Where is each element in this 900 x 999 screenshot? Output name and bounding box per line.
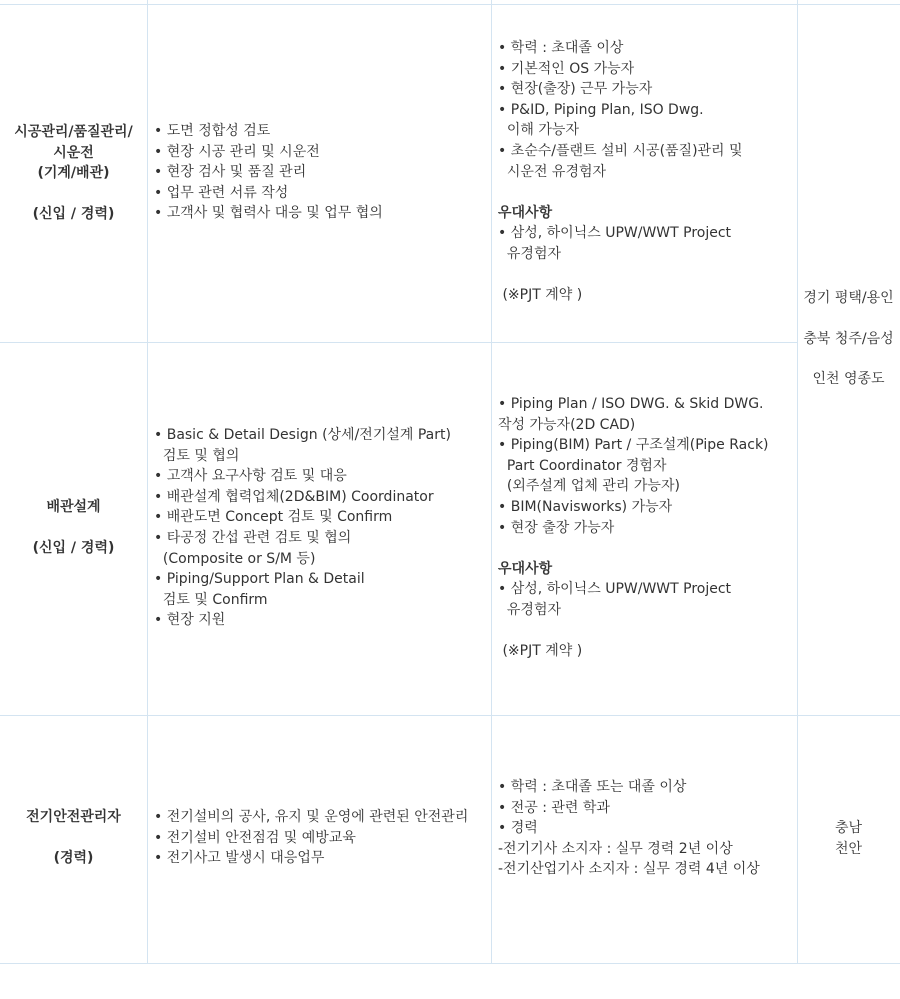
list-item: • 전공 : 관련 학과: [498, 799, 610, 816]
list-item: 유경험자: [498, 601, 561, 618]
list-item: • 삼성, 하이닉스 UPW/WWT Project: [498, 225, 732, 242]
duties-electrical-safety: [154, 807, 468, 869]
list-item: Part Coordinator 경험자: [498, 457, 667, 474]
location-line: 천안: [834, 840, 863, 857]
list-item: (Composite or S/M 등): [154, 550, 316, 567]
list-item: • 고객사 및 협력사 대응 및 업무 협의: [154, 205, 383, 222]
job-title-line: 전기안전관리자: [26, 809, 121, 825]
location-line: 충남: [834, 820, 863, 836]
duties-construction: [154, 121, 383, 224]
list-item: • BIM(Navisworks) 가능자: [498, 498, 673, 515]
list-item: • 현장 지원: [154, 612, 226, 629]
list-item: • 기본적인 OS 가능자: [498, 60, 635, 77]
list-item: • Piping Plan / ISO DWG. & Skid DWG.: [498, 396, 764, 412]
duties-piping-design: [154, 425, 451, 631]
list-item: • Piping(BIM) Part / 구조설계(Pipe Rack): [498, 437, 769, 454]
location-line: 충북 청주/음성: [803, 330, 894, 347]
list-item: -전기기사 소지자 : 실무 경력 2년 이상: [498, 840, 733, 857]
list-item: • 전기설비 안전점검 및 예방교육: [154, 829, 356, 846]
preferred-heading: 우대사항: [498, 204, 553, 221]
list-item: • 학력 : 초대졸 이상: [498, 40, 624, 56]
table-border-top: [0, 4, 900, 5]
list-item: • 학력 : 초대졸 또는 대졸 이상: [498, 779, 687, 795]
list-item: • 삼성, 하이닉스 UPW/WWT Project: [498, 581, 732, 598]
list-item: • 경력: [498, 820, 538, 837]
list-item: -전기산업기사 소지자 : 실무 경력 4년 이상: [498, 861, 760, 878]
job-title-line: 배관설계: [46, 499, 101, 515]
list-item: • 배관설계 협력업체(2D&BIM) Coordinator: [154, 488, 434, 505]
list-item: 작성 가능자(2D CAD): [498, 416, 636, 433]
list-item: • 현장 시공 관리 및 시운전: [154, 143, 320, 160]
row-divider-2: [0, 715, 900, 716]
list-item: • 고객사 요구사항 검토 및 대응: [154, 468, 347, 485]
contract-note: (※PJT 계약 ): [498, 287, 583, 304]
list-item: • 배관도면 Concept 검토 및 Confirm: [154, 509, 393, 526]
work-location-shared: [797, 288, 900, 390]
requirements-construction: [498, 38, 743, 306]
col-divider-2: [491, 0, 492, 964]
location-line: 경기 평택/용인: [803, 290, 894, 306]
list-item: • 타공정 간섭 관련 검토 및 협의: [154, 529, 352, 546]
list-item: 시운전 유경험자: [498, 163, 607, 180]
job-title-piping-design: [0, 497, 147, 559]
list-item: (외주설계 업체 관리 가능자): [498, 478, 680, 495]
list-item: • Piping/Support Plan & Detail: [154, 571, 365, 588]
list-item: 유경험자: [498, 245, 561, 262]
list-item: • 전기사고 발생시 대응업무: [154, 850, 325, 867]
list-item: • 현장(출장) 근무 가능자: [498, 81, 653, 98]
job-title-electrical-safety: [0, 807, 147, 869]
list-item: • P&ID, Piping Plan, ISO Dwg.: [498, 101, 704, 118]
job-type: (경력): [53, 850, 94, 867]
requirements-piping-design: [498, 394, 769, 662]
job-title-line: 시운전: [53, 144, 94, 161]
list-item: • 현장 출장 가능자: [498, 519, 615, 536]
job-title-construction: [0, 122, 147, 225]
preferred-heading: 우대사항: [498, 560, 553, 577]
table-border-bottom: [0, 963, 900, 964]
list-item: • 전기설비의 공사, 유지 및 운영에 관련된 안전관리: [154, 809, 469, 825]
list-item: 검토 및 협의: [154, 447, 240, 464]
contract-note: (※PJT 계약 ): [498, 643, 583, 660]
job-type: (신입 / 경력): [32, 540, 115, 557]
list-item: • 현장 검사 및 품질 관리: [154, 164, 307, 181]
row-divider-1: [0, 342, 797, 343]
list-item: 검토 및 Confirm: [154, 591, 268, 608]
work-location-electrical: [797, 818, 900, 859]
job-title-line: (기계/배관): [37, 165, 110, 182]
col-divider-1: [147, 0, 148, 964]
list-item: • 업무 관련 서류 작성: [154, 184, 289, 201]
job-type: (신입 / 경력): [32, 206, 115, 223]
list-item: • 초순수/플랜트 설비 시공(품질)관리 및: [498, 142, 743, 159]
job-title-line: 시공관리/품질관리/: [14, 124, 133, 140]
list-item: • 도면 정합성 검토: [154, 123, 271, 139]
list-item: 이해 가능자: [498, 122, 579, 139]
location-line: 인천 영종도: [812, 371, 885, 388]
requirements-electrical-safety: [498, 777, 760, 880]
list-item: • Basic & Detail Design (상세/전기설계 Part): [154, 427, 451, 443]
